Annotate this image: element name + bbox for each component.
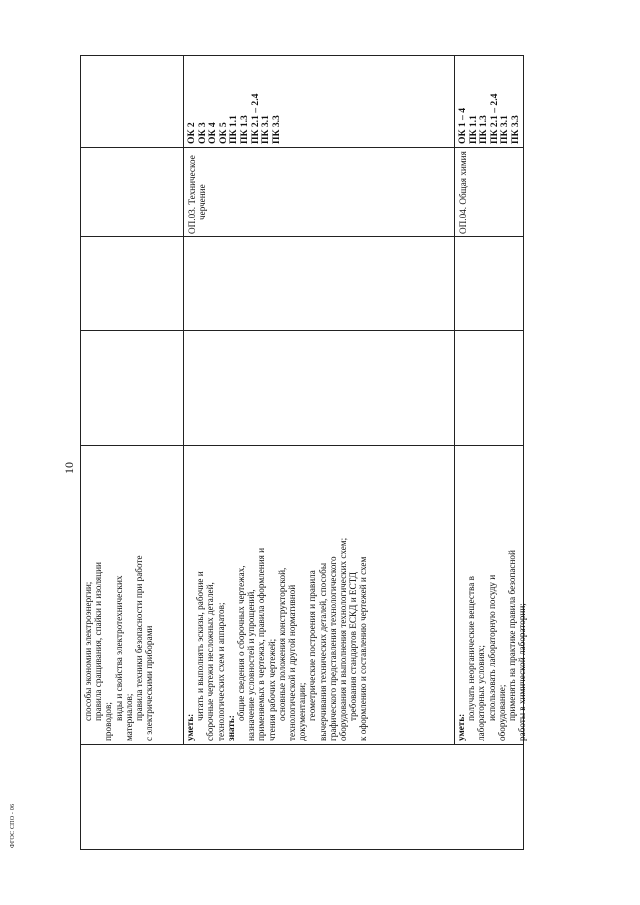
content-line: назначение условностей и упрощений,	[246, 589, 257, 741]
column-divider	[81, 330, 523, 331]
competency-code: ПК 1.1	[228, 115, 240, 144]
column-divider	[81, 147, 523, 148]
competency-code: ПК 3.1	[499, 115, 511, 144]
content-line: чтения рабочих чертежей;	[266, 638, 277, 741]
op04-competency-codes	[458, 94, 522, 144]
page-number: 10	[62, 462, 76, 474]
competency-code: ОК 2	[186, 122, 197, 144]
content-line: получать неорганические вещества в	[466, 576, 477, 721]
content-line: к оформлению и составлению чертежей и схем	[358, 556, 369, 741]
content-line: применять на практике правила безопасной	[507, 550, 518, 721]
document-code-footer: ФГОС СПО - 06	[10, 803, 16, 848]
content-line: графического представления технологического	[327, 556, 338, 741]
content-line: уметь:	[456, 713, 466, 741]
competency-code: ПК 3.1	[260, 115, 272, 144]
competency-code: ПК 3.3	[270, 115, 282, 144]
op03-competency-codes	[187, 94, 282, 144]
content-line: знать:	[225, 715, 236, 741]
content-line: с электрическими приборами	[144, 625, 155, 741]
row-continuation-content	[83, 555, 154, 741]
discipline-line: ОП.03. Техническое	[187, 155, 197, 234]
op03-requirements	[185, 538, 369, 741]
content-line: лабораторных условиях;	[476, 645, 487, 741]
content-line: документации;	[297, 682, 308, 741]
content-line: материалов;	[123, 693, 134, 741]
competency-code: ОК 4	[207, 122, 219, 144]
content-line: виды и свойства электротехнических	[113, 575, 124, 721]
content-line: общие сведения о сборочных чертежах,	[236, 565, 247, 721]
op03-discipline-name	[187, 155, 207, 234]
content-line: основные положения конструкторской,	[276, 567, 287, 721]
op04-requirements	[456, 550, 527, 741]
competency-code: ПК 2.1 – 2.4	[249, 93, 261, 144]
competency-code: ОК 1 – 4	[457, 107, 468, 144]
column-divider	[81, 236, 523, 237]
content-line: оборудования и выполнения технологических схем;	[338, 537, 349, 741]
content-line: вычерчивания технических деталей, способы	[317, 563, 328, 741]
content-line: оборудование;	[496, 684, 507, 741]
discipline-line: ОП.04. Общая химия	[458, 151, 468, 234]
op04-discipline-name	[458, 151, 468, 234]
discipline-line: черчение	[197, 184, 208, 220]
column-divider	[81, 744, 523, 745]
row-divider	[183, 56, 184, 745]
content-line: использовать лабораторную посуду и	[486, 574, 497, 721]
row-divider	[454, 56, 455, 745]
curriculum-table	[80, 55, 528, 850]
competency-code: ОК 3	[196, 122, 208, 144]
content-line: технологических схем и аппаратов;	[215, 602, 226, 741]
content-line: технологической и другой нормативной	[287, 584, 298, 741]
content-line: применяемых в чертежах, правила оформления и	[256, 547, 267, 741]
content-line: уметь:	[185, 713, 195, 741]
content-line: читать и выполнять эскизы, рабочие и	[195, 571, 206, 721]
competency-code: ПК 3.3	[509, 115, 521, 144]
column-divider	[81, 445, 523, 446]
competency-code: ПК 1.1	[467, 115, 479, 144]
content-line: правила сращивания, спайки и изоляции	[93, 562, 104, 721]
competency-code: ПК 1.3	[238, 115, 250, 144]
content-line: работы в химической лаборатории;	[517, 603, 528, 741]
content-line: способы экономии электроэнергии;	[83, 581, 93, 721]
content-line: проводов;	[103, 702, 114, 741]
competency-code: ОК 5	[217, 122, 229, 144]
competency-code: ПК 1.3	[478, 115, 490, 144]
content-line: сборочные чертежи несложных деталей,	[205, 582, 216, 741]
content-line: требования стандартов ЕСКД и ЕСТД	[348, 572, 359, 721]
content-line: правила техники безопасности при работе	[134, 555, 145, 721]
content-line: геометрические построения и правила	[307, 570, 318, 721]
competency-code: ПК 2.1 – 2.4	[488, 93, 500, 144]
rotated-table-container	[80, 55, 528, 850]
